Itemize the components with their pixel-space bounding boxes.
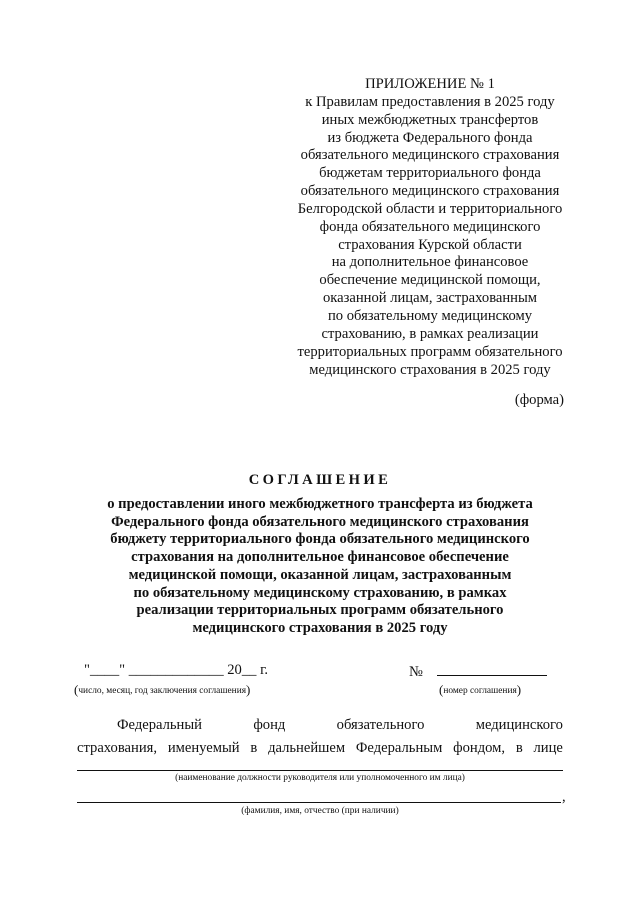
appendix-line: обязательного медицинского страхования xyxy=(300,183,560,200)
paren-close: ) xyxy=(246,682,251,697)
body-line-2 xyxy=(77,737,563,760)
number-hint xyxy=(439,684,521,697)
appendix-line: иных межбюджетных трансфертов xyxy=(321,111,539,128)
appendix-title: ПРИЛОЖЕНИЕ № 1 xyxy=(365,76,495,92)
appendix-line: обеспечение медицинской помощи, xyxy=(319,272,541,289)
position-fill-line xyxy=(77,770,563,771)
date-hint-text: число, месяц, год заключения соглашения xyxy=(78,686,247,696)
number-blank xyxy=(437,661,547,676)
appendix-line: Белгородской области и территориального xyxy=(297,200,563,217)
word: обязательного xyxy=(336,717,425,733)
appendix-line: страхованию, в рамках реализации xyxy=(321,325,539,342)
appendix-line: медицинского страхования в 2025 году xyxy=(309,361,551,378)
appendix-line: по обязательному медицинскому xyxy=(327,307,533,324)
word: дальнейшем xyxy=(268,739,346,756)
word: медицинского xyxy=(475,717,563,733)
subtitle-line: о предоставлении иного межбюджетного трансферта из бюджета xyxy=(107,496,533,512)
subtitle-line: медицинского страхования в 2025 году xyxy=(192,619,448,636)
appendix-line: бюджетам территориального фонда xyxy=(319,165,541,182)
word: фондом, xyxy=(453,739,506,756)
appendix-line: фонда обязательного медицинского xyxy=(319,218,541,235)
body-line-1 xyxy=(77,714,563,737)
subtitle-line: Федерального фонда обязательного медицинского страхования xyxy=(111,513,529,530)
appendix-line: к Правилам предоставления в 2025 году xyxy=(305,93,555,110)
subtitle-line: реализации территориальных программ обязательного xyxy=(136,602,504,619)
position-hint: (наименование должности руководителя или уполномоченного им лица) xyxy=(175,773,465,783)
appendix-line: оказанной лицам, застрахованным xyxy=(322,290,538,307)
document-title: СОГЛАШЕНИЕ xyxy=(248,472,392,488)
word: в xyxy=(515,739,523,756)
appendix-header xyxy=(280,76,580,379)
body-paragraph xyxy=(77,714,563,759)
agreement-number-field xyxy=(409,661,547,681)
appendix-line: страхования Курской области xyxy=(338,236,522,253)
appendix-line: территориальных программ обязательного xyxy=(297,343,563,360)
name-hint: (фамилия, имя, отчество (при наличии) xyxy=(241,806,399,816)
name-fill-line xyxy=(77,802,561,803)
appendix-line: обязательного медицинского страхования xyxy=(300,147,560,164)
number-sign: № xyxy=(409,664,423,680)
form-label: (форма) xyxy=(514,392,564,408)
word: в xyxy=(250,739,258,756)
word: Федеральный xyxy=(117,717,202,733)
number-hint-text: номер соглашения xyxy=(443,686,517,696)
subtitle-line: медицинской помощи, оказанной лицам, застрахованным xyxy=(128,566,512,583)
paren-open: ( xyxy=(439,682,444,697)
word: Федеральным xyxy=(355,739,443,756)
date-field: "____" _____________ 20__ г. xyxy=(84,662,269,678)
subtitle-line: страхования на дополнительное финансовое обеспечение xyxy=(131,549,509,566)
subtitle-line: бюджету территориального фонда обязательного медицинского xyxy=(110,531,530,548)
appendix-line: из бюджета Федерального фонда xyxy=(327,129,533,146)
word: именуемый xyxy=(167,739,240,756)
word: страхования, xyxy=(77,739,158,756)
paren-close: ) xyxy=(516,682,522,697)
word: фонд xyxy=(253,717,286,733)
paren-open: ( xyxy=(74,682,79,697)
name-line-comma: , xyxy=(562,789,566,805)
date-hint xyxy=(74,684,250,697)
word: лице xyxy=(533,739,563,756)
appendix-line: на дополнительное финансовое xyxy=(331,254,529,271)
subtitle-line: по обязательному медицинскому страхованию, в рамках xyxy=(133,584,507,601)
document-subtitle xyxy=(90,496,550,638)
